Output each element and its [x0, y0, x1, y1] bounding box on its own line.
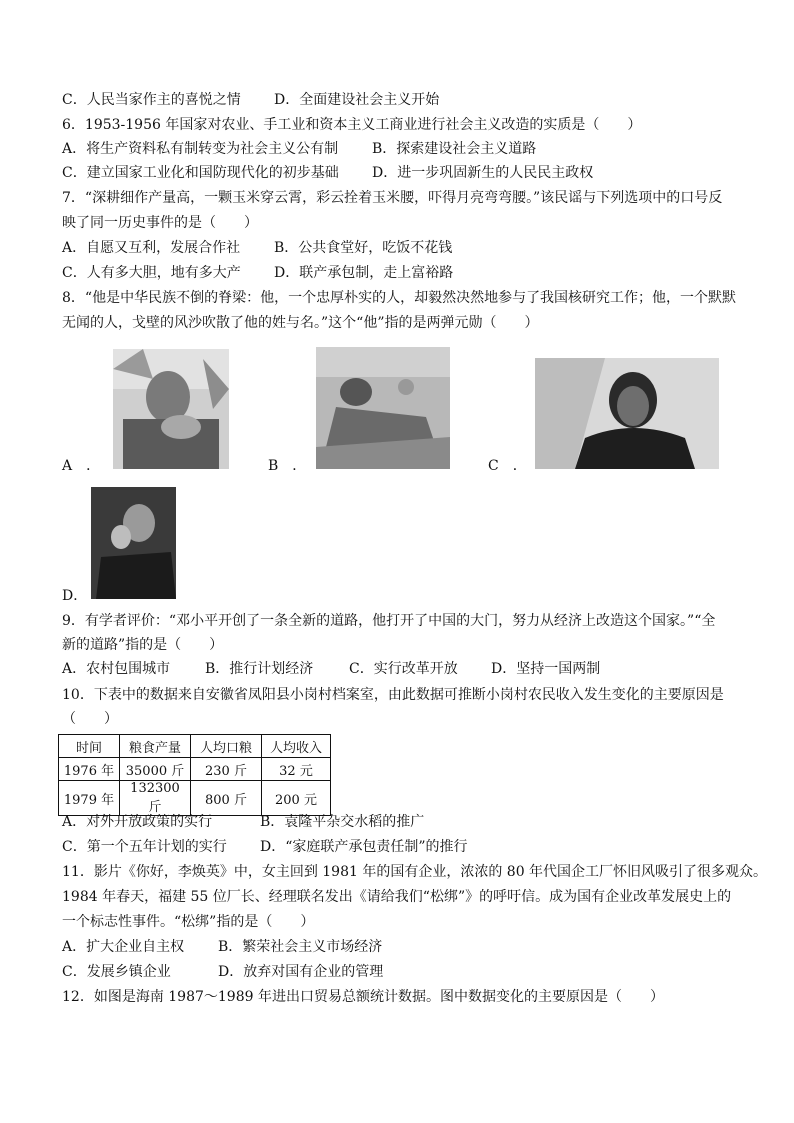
q5-option-d: D．全面建设社会主义开始: [274, 92, 440, 108]
q8-photo-d: [91, 487, 176, 599]
q11-stem-line3: 一个标志性事件。“松绑”指的是（ ）: [62, 914, 315, 930]
q9-option-a: A．农村包围城市: [62, 661, 171, 677]
q6-option-c: C．建立国家工业化和国防现代化的初步基础: [62, 165, 339, 181]
table-cell: 132300 斤: [120, 781, 191, 816]
q9-stem-line2: 新的道路”指的是（ ）: [62, 637, 224, 653]
q8-photo-c: [535, 358, 719, 469]
q12-stem: 12．如图是海南 1987～1989 年进出口贸易总额统计数据。图中数据变化的主要原因是（ ）: [62, 989, 664, 1005]
table-header-cell: 人均收入: [262, 735, 331, 758]
q6-option-b: B．探索建设社会主义道路: [372, 141, 537, 157]
q8-label-c: C ．: [488, 458, 527, 474]
table-cell: 1976 年: [59, 758, 120, 781]
q7-stem-line2: 映了同一历史事件的是（ ）: [62, 215, 258, 231]
q10-data-table: [58, 734, 331, 816]
q7-option-c: C．人有多大胆，地有多大产: [62, 265, 241, 281]
q7-option-a: A．自愿又互利，发展合作社: [62, 240, 241, 256]
table-cell: 1979 年: [59, 781, 120, 816]
q8-stem-line1: 8．“他是中华民族不倒的脊梁：他，一个忠厚朴实的人，却毅然决然地参与了我国核研究工作；他，一个默默: [62, 290, 737, 306]
q10-option-a: A．对外开放政策的实行: [62, 814, 213, 830]
table-cell: 230 斤: [191, 758, 262, 781]
q10-option-c: C．第一个五年计划的实行: [62, 839, 227, 855]
q11-stem-line1: 11．影片《你好，李焕英》中，女主回到 1981 年的国有企业，浓浓的 80 年代国企工厂怀旧风吸引了很多观众。: [62, 864, 768, 880]
q8-label-a: A ．: [62, 458, 101, 474]
q8-photo-b: [316, 347, 450, 469]
q10-option-d: D．“家庭联产承包责任制”的推行: [260, 839, 468, 855]
table-cell: 32 元: [262, 758, 331, 781]
q8-label-d: D．: [62, 588, 88, 604]
table-cell: 35000 斤: [120, 758, 191, 781]
q6-option-d: D．进一步巩固新生的人民民主政权: [372, 165, 594, 181]
q7-option-d: D．联产承包制，走上富裕路: [274, 265, 454, 281]
q11-stem-line2: 1984 年春天，福建 55 位厂长、经理联名发出《请给我们“松绑”》的呼吁信。成为国有企业改革发展史上的: [62, 889, 732, 905]
q11-option-a: A．扩大企业自主权: [62, 939, 185, 955]
q5-option-c: C．人民当家作主的喜悦之情: [62, 92, 241, 108]
table-header-cell: 人均口粮: [191, 735, 262, 758]
table-row: [59, 781, 331, 816]
q9-option-c: C．实行改革开放: [349, 661, 458, 677]
q9-option-d: D．坚持一国两制: [491, 661, 601, 677]
q6-option-a: A．将生产资料私有制转变为社会主义公有制: [62, 141, 339, 157]
q10-stem-line2: （ ）: [62, 711, 118, 727]
q9-stem-line1: 9．有学者评价：“邓小平开创了一条全新的道路，他打开了中国的大门，努力从经济上改造这个国家。”“全: [62, 613, 716, 629]
q11-option-d: D．放弃对国有企业的管理: [218, 964, 384, 980]
table-cell: 200 元: [262, 781, 331, 816]
table-row: [59, 758, 331, 781]
q9-option-b: B．推行计划经济: [205, 661, 314, 677]
q6-stem: 6．1953-1956 年国家对农业、手工业和资本主义工商业进行社会主义改造的实质是（ ）: [62, 117, 642, 133]
table-cell: 800 斤: [191, 781, 262, 816]
q8-photo-a: [113, 349, 229, 469]
q10-stem-line1: 10．下表中的数据来自安徽省凤阳县小岗村档案室，由此数据可推断小岗村农民收入发生变化的主要原因是: [62, 687, 724, 703]
q11-option-b: B．繁荣社会主义市场经济: [218, 939, 383, 955]
q8-stem-line2: 无闻的人，戈壁的风沙吹散了他的姓与名。”这个“他”指的是两弹元勋（ ）: [62, 315, 539, 331]
table-header-cell: 粮食产量: [120, 735, 191, 758]
q11-option-c: C．发展乡镇企业: [62, 964, 171, 980]
q10-option-b: B．袁隆平杂交水稻的推广: [260, 814, 425, 830]
q8-label-b: B ．: [268, 458, 307, 474]
table-header-cell: 时间: [59, 735, 120, 758]
q7-stem-line1: 7．“深耕细作产量高，一颗玉米穿云霄，彩云拴着玉米腰，吓得月亮弯弯腰。”该民谣与下列选项中的口号反: [62, 190, 723, 206]
q7-option-b: B．公共食堂好，吃饭不花钱: [274, 240, 453, 256]
table-header-row: [59, 735, 331, 758]
